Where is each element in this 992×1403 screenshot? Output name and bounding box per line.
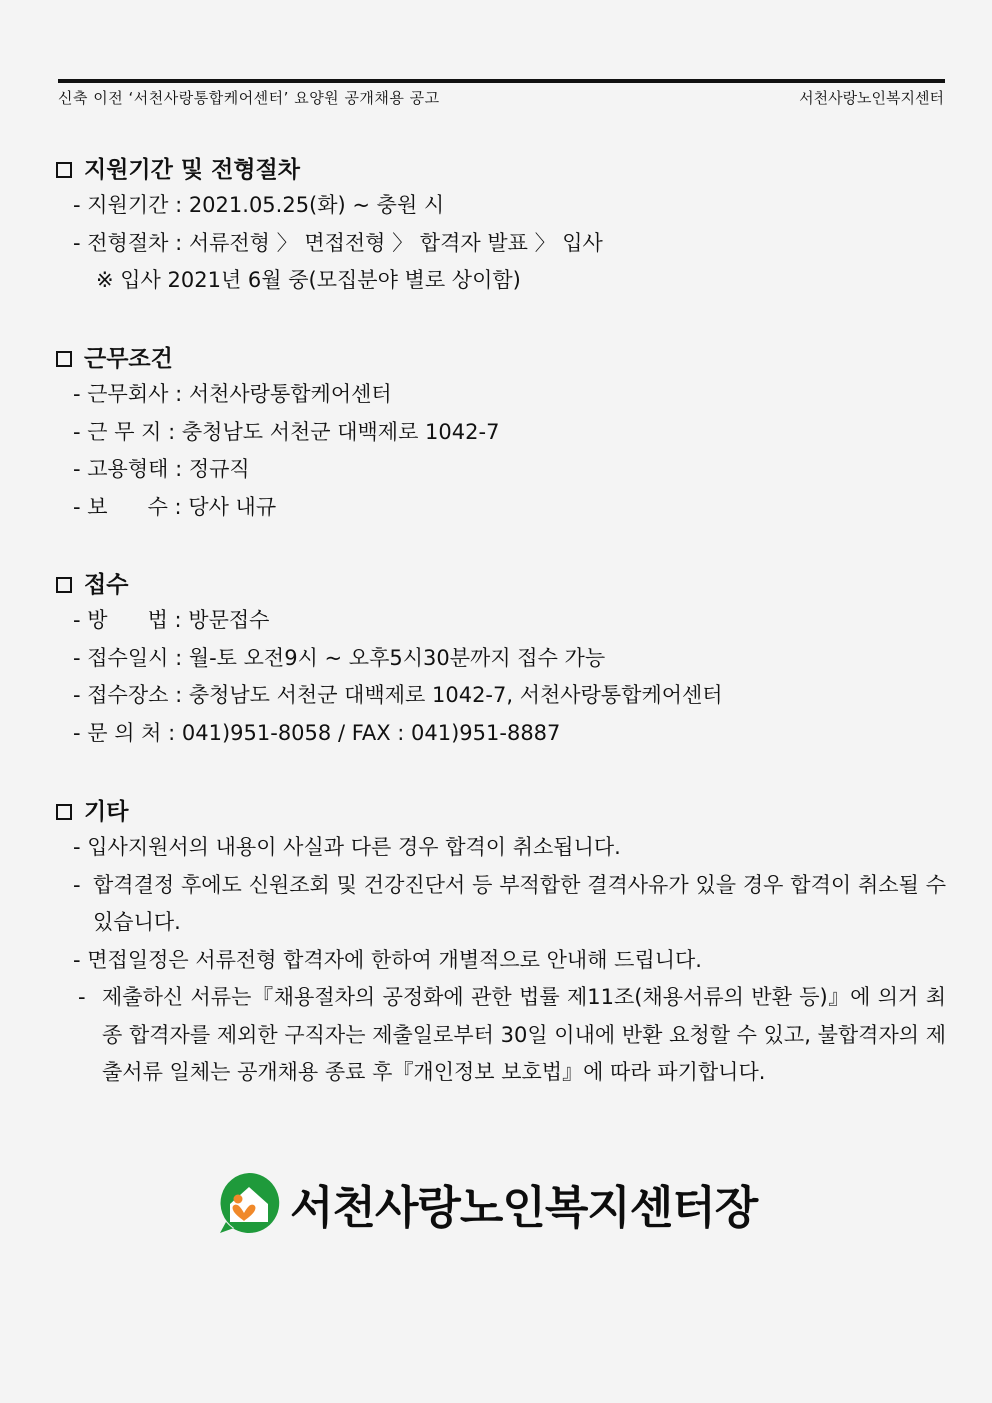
header-organization: 서천사랑노인복지센터 — [799, 89, 944, 107]
section-title: 기타 — [84, 799, 129, 825]
list-item: - 근무회사 : 서천사랑통합케어센터 — [73, 382, 392, 406]
list-item: - 접수일시 : 월-토 오전9시 ~ 오후5시30분까지 접수 가능 — [73, 645, 606, 670]
section-conditions — [56, 342, 946, 526]
section-heading — [56, 795, 946, 829]
section-title: 지원기간 및 전형절차 — [84, 157, 300, 183]
list-item: - 고용형태 : 정규직 — [73, 457, 250, 481]
header-rule — [58, 79, 945, 83]
organization-logo — [216, 1170, 757, 1236]
list-item: - 문 의 처 : 041)951-8058 / FAX : 041)951-8887 — [73, 720, 561, 745]
list-item: - 방 법 : 방문접수 — [73, 608, 270, 632]
checkbox-square-icon — [56, 162, 72, 178]
list-item: - 보 수 : 당사 내규 — [73, 494, 277, 519]
logo-text: 서천사랑노인복지센터장 — [290, 1180, 758, 1234]
list-item: - 면접일정은 서류전형 합격자에 한하여 개별적으로 안내해 드립니다. — [73, 947, 702, 972]
list-item: - 접수장소 : 충청남도 서천군 대백제로 1042-7, 서천사랑통합케어센터 — [73, 683, 723, 707]
checkbox-square-icon — [56, 351, 72, 367]
header-title: 신축 이전 ‘서천사랑통합케어센터’ 요양원 공개채용 공고 — [58, 89, 440, 107]
section-title: 근무조건 — [84, 346, 173, 372]
list-item-text: 제출하신 서류는『채용절차의 공정화에 관한 법률 제11조(채용서류의 반환 등)』에 의거 최종 합격자를 제외한 구직자는 제출일로부터 30일 이내에 반환 요청할 수 있고, 불합격자의 제출서류 일체는 공개채용 종료 후『개인정보 보호법』에 따라 파기합니다. — [102, 985, 946, 1084]
section-period — [56, 153, 946, 300]
list-item: - 입사지원서의 내용이 사실과 다른 경우 합격이 취소됩니다. — [73, 835, 621, 859]
section-heading — [56, 153, 946, 187]
section-etc — [56, 795, 946, 1092]
list-item: - 근 무 지 : 충청남도 서천군 대백제로 1042-7 — [73, 419, 500, 444]
list-item — [56, 979, 946, 1092]
list-item-text: 합격결정 후에도 신원조회 및 건강진단서 등 부적합한 결격사유가 있을 경우 합격이 취소될 수 있습니다. — [93, 872, 946, 934]
list-dash: - — [73, 872, 81, 897]
section-reception — [56, 568, 946, 752]
checkbox-square-icon — [56, 804, 72, 820]
checkbox-square-icon — [56, 577, 72, 593]
list-dash: - — [78, 985, 86, 1009]
section-heading — [56, 568, 946, 602]
section-title: 접수 — [84, 572, 129, 598]
list-item — [56, 867, 946, 942]
section-heading — [56, 342, 946, 376]
list-item: - 지원기간 : 2021.05.25(화) ~ 충원 시 — [73, 193, 445, 217]
house-heart-logo-icon — [216, 1170, 282, 1236]
note-text: ※ 입사 2021년 6월 중(모집분야 별로 상이함) — [96, 268, 521, 292]
list-item: - 전형절차 : 서류전형 〉 면접전형 〉 합격자 발표 〉 입사 — [73, 230, 603, 255]
